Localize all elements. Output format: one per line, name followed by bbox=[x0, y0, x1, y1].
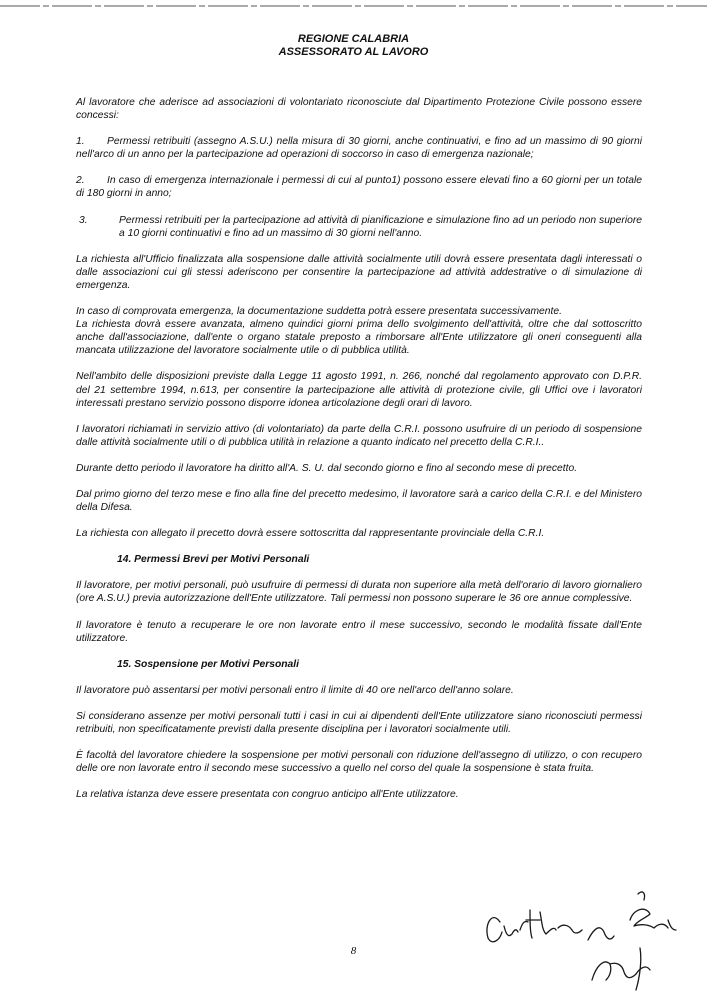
signature-stroke-1 bbox=[487, 910, 582, 942]
top-rule bbox=[0, 5, 707, 7]
list-item-number: 2. bbox=[76, 175, 85, 187]
section-14-paragraph-2: Il lavoratore è tenuto a recuperare le ore non lavorate entro il mese successivo, secondo le modalità fissate dall'Ente utilizzatore. bbox=[76, 619, 642, 644]
section-15-paragraph-1: Il lavoratore può assentarsi per motivi personali entro il limite di 40 ore nell'arco dell'anno solare. bbox=[76, 684, 514, 696]
list-item-1 bbox=[76, 135, 642, 161]
header-region: REGIONE CALABRIA bbox=[297, 33, 410, 45]
section-14-paragraph-1: Il lavoratore, per motivi personali, può usufruire di permessi di durata non superiore alla metà dell'orario di lavoro giornaliero (ore A.S.U.) previa autorizzazione dell'Ente utilizzatore. Tali permessi non possono superare le 36 ore annue complessive. bbox=[76, 580, 642, 605]
list-item-number: 1. bbox=[76, 136, 85, 148]
signature-stroke-2 bbox=[588, 928, 614, 940]
paragraph-request: La richiesta all'Ufficio finalizzata alla sospensione dalle attività socialmente utili dovrà essere presentata dagli interessati o dalle associazioni cui gli stessi aderiscono per consentire la partecipazione ad attività addestrative o di simulazione di emergenza. bbox=[76, 253, 642, 291]
handwritten-signatures bbox=[470, 880, 685, 995]
document-header bbox=[0, 33, 707, 59]
section-15-paragraph-4: La relativa istanza deve essere presentata con congruo anticipo all'Ente utilizzatore. bbox=[76, 789, 459, 801]
page-number: 8 bbox=[350, 945, 357, 957]
header-department: ASSESSORATO AL LAVORO bbox=[278, 46, 429, 58]
paragraph-cri: I lavoratori richiamati in servizio attivo (di volontariato) da parte della C.R.I. possono usufruire di un periodo di sospensione dalle attività socialmente utili o di pubblica utilità in relazione a quanto indicato nel precetto della C.R.I.. bbox=[76, 423, 642, 448]
list-item-2 bbox=[76, 174, 642, 200]
section-15-paragraph-3: È facoltà del lavoratore chiedere la sospensione per motivi personali con riduzione dell'assegno di utilizzo, o con recupero delle ore non lavorate entro il secondo mese successivo a quello nel corso del quale la sospensione è stata fruita. bbox=[76, 750, 642, 775]
paragraph-advance-request: La richiesta dovrà essere avanzata, almeno quindici giorni prima dello svolgimento dell'attività, oltre che dal sottoscritto anche dall'associazione, dall'ente o organo statale preposto a rimborsare all'Ente utilizzatore gli oneri conseguenti alla mancata utilizzazione del lavoratore socialmente utile o di pubblica utilità. bbox=[76, 319, 642, 357]
paragraph-emergency: In caso di comprovata emergenza, la documentazione suddetta potrà essere presentata successivamente. bbox=[76, 306, 562, 318]
list-item-3 bbox=[76, 214, 642, 240]
list-item-text: Permessi retribuiti per la partecipazione ad attività di pianificazione e simulazione fino ad un periodo non superiore a 10 giorni continuativi e fino ad un massimo di 30 giorni nell'anno. bbox=[119, 214, 642, 239]
section-15-paragraph-2: Si considerano assenze per motivi personali tutti i casi in cui ai dipendenti dell'Ente utilizzatore siano riconosciuti permessi retribuiti, non specificatamente previsti dalla presente disciplina per i lavoratori socialmente utili. bbox=[76, 710, 642, 735]
paragraph-third-month: Dal primo giorno del terzo mese e fino alla fine del precetto medesimo, il lavoratore sarà a carico della C.R.I. e del Ministero della Difesa. bbox=[76, 488, 642, 514]
list-item-number: 3. bbox=[79, 214, 88, 226]
paragraph-asu-period: Durante detto periodo il lavoratore ha diritto all'A. S. U. dal secondo giorno e fino al secondo mese di precetto. bbox=[76, 462, 578, 474]
signature-stroke-3 bbox=[630, 892, 676, 930]
list-item-text: In caso di emergenza internazionale i permessi di cui al punto1) possono essere elevati fino a 60 giorni per un totale di 180 giorni in anno; bbox=[76, 175, 642, 200]
section-15-heading: 15. Sospensione per Motivi Personali bbox=[117, 658, 299, 670]
paragraph-law: Nell'ambito delle disposizioni previste dalla Legge 11 agosto 1991, n. 266, nonché dal regolamento approvato con D.P.R. del 21 settembre 1994, n.613, per consentire la partecipazione alle attività di protezione civile, gli Uffici ove i lavoratori interessati prestano servizio possono disporre idonea articolazione degli orari di lavoro. bbox=[76, 371, 642, 409]
paragraph-precept: La richiesta con allegato il precetto dovrà essere sottoscritta dal rappresentante provinciale della C.R.I. bbox=[76, 528, 545, 540]
section-14-heading: 14. Permessi Brevi per Motivi Personali bbox=[117, 554, 310, 566]
list-item-text: Permessi retribuiti (assegno A.S.U.) nella misura di 30 giorni, anche continuativi, e fino ad un massimo di 90 giorni nell'arco di un anno per la partecipazione ad operazioni di soccorso in caso di emergenza nazionale; bbox=[76, 136, 642, 161]
intro-paragraph: Al lavoratore che aderisce ad associazioni di volontariato riconosciute dal Dipartimento Protezione Civile possono essere concessi: bbox=[76, 97, 642, 122]
signature-stroke-4 bbox=[592, 948, 650, 990]
document-body bbox=[76, 96, 642, 801]
